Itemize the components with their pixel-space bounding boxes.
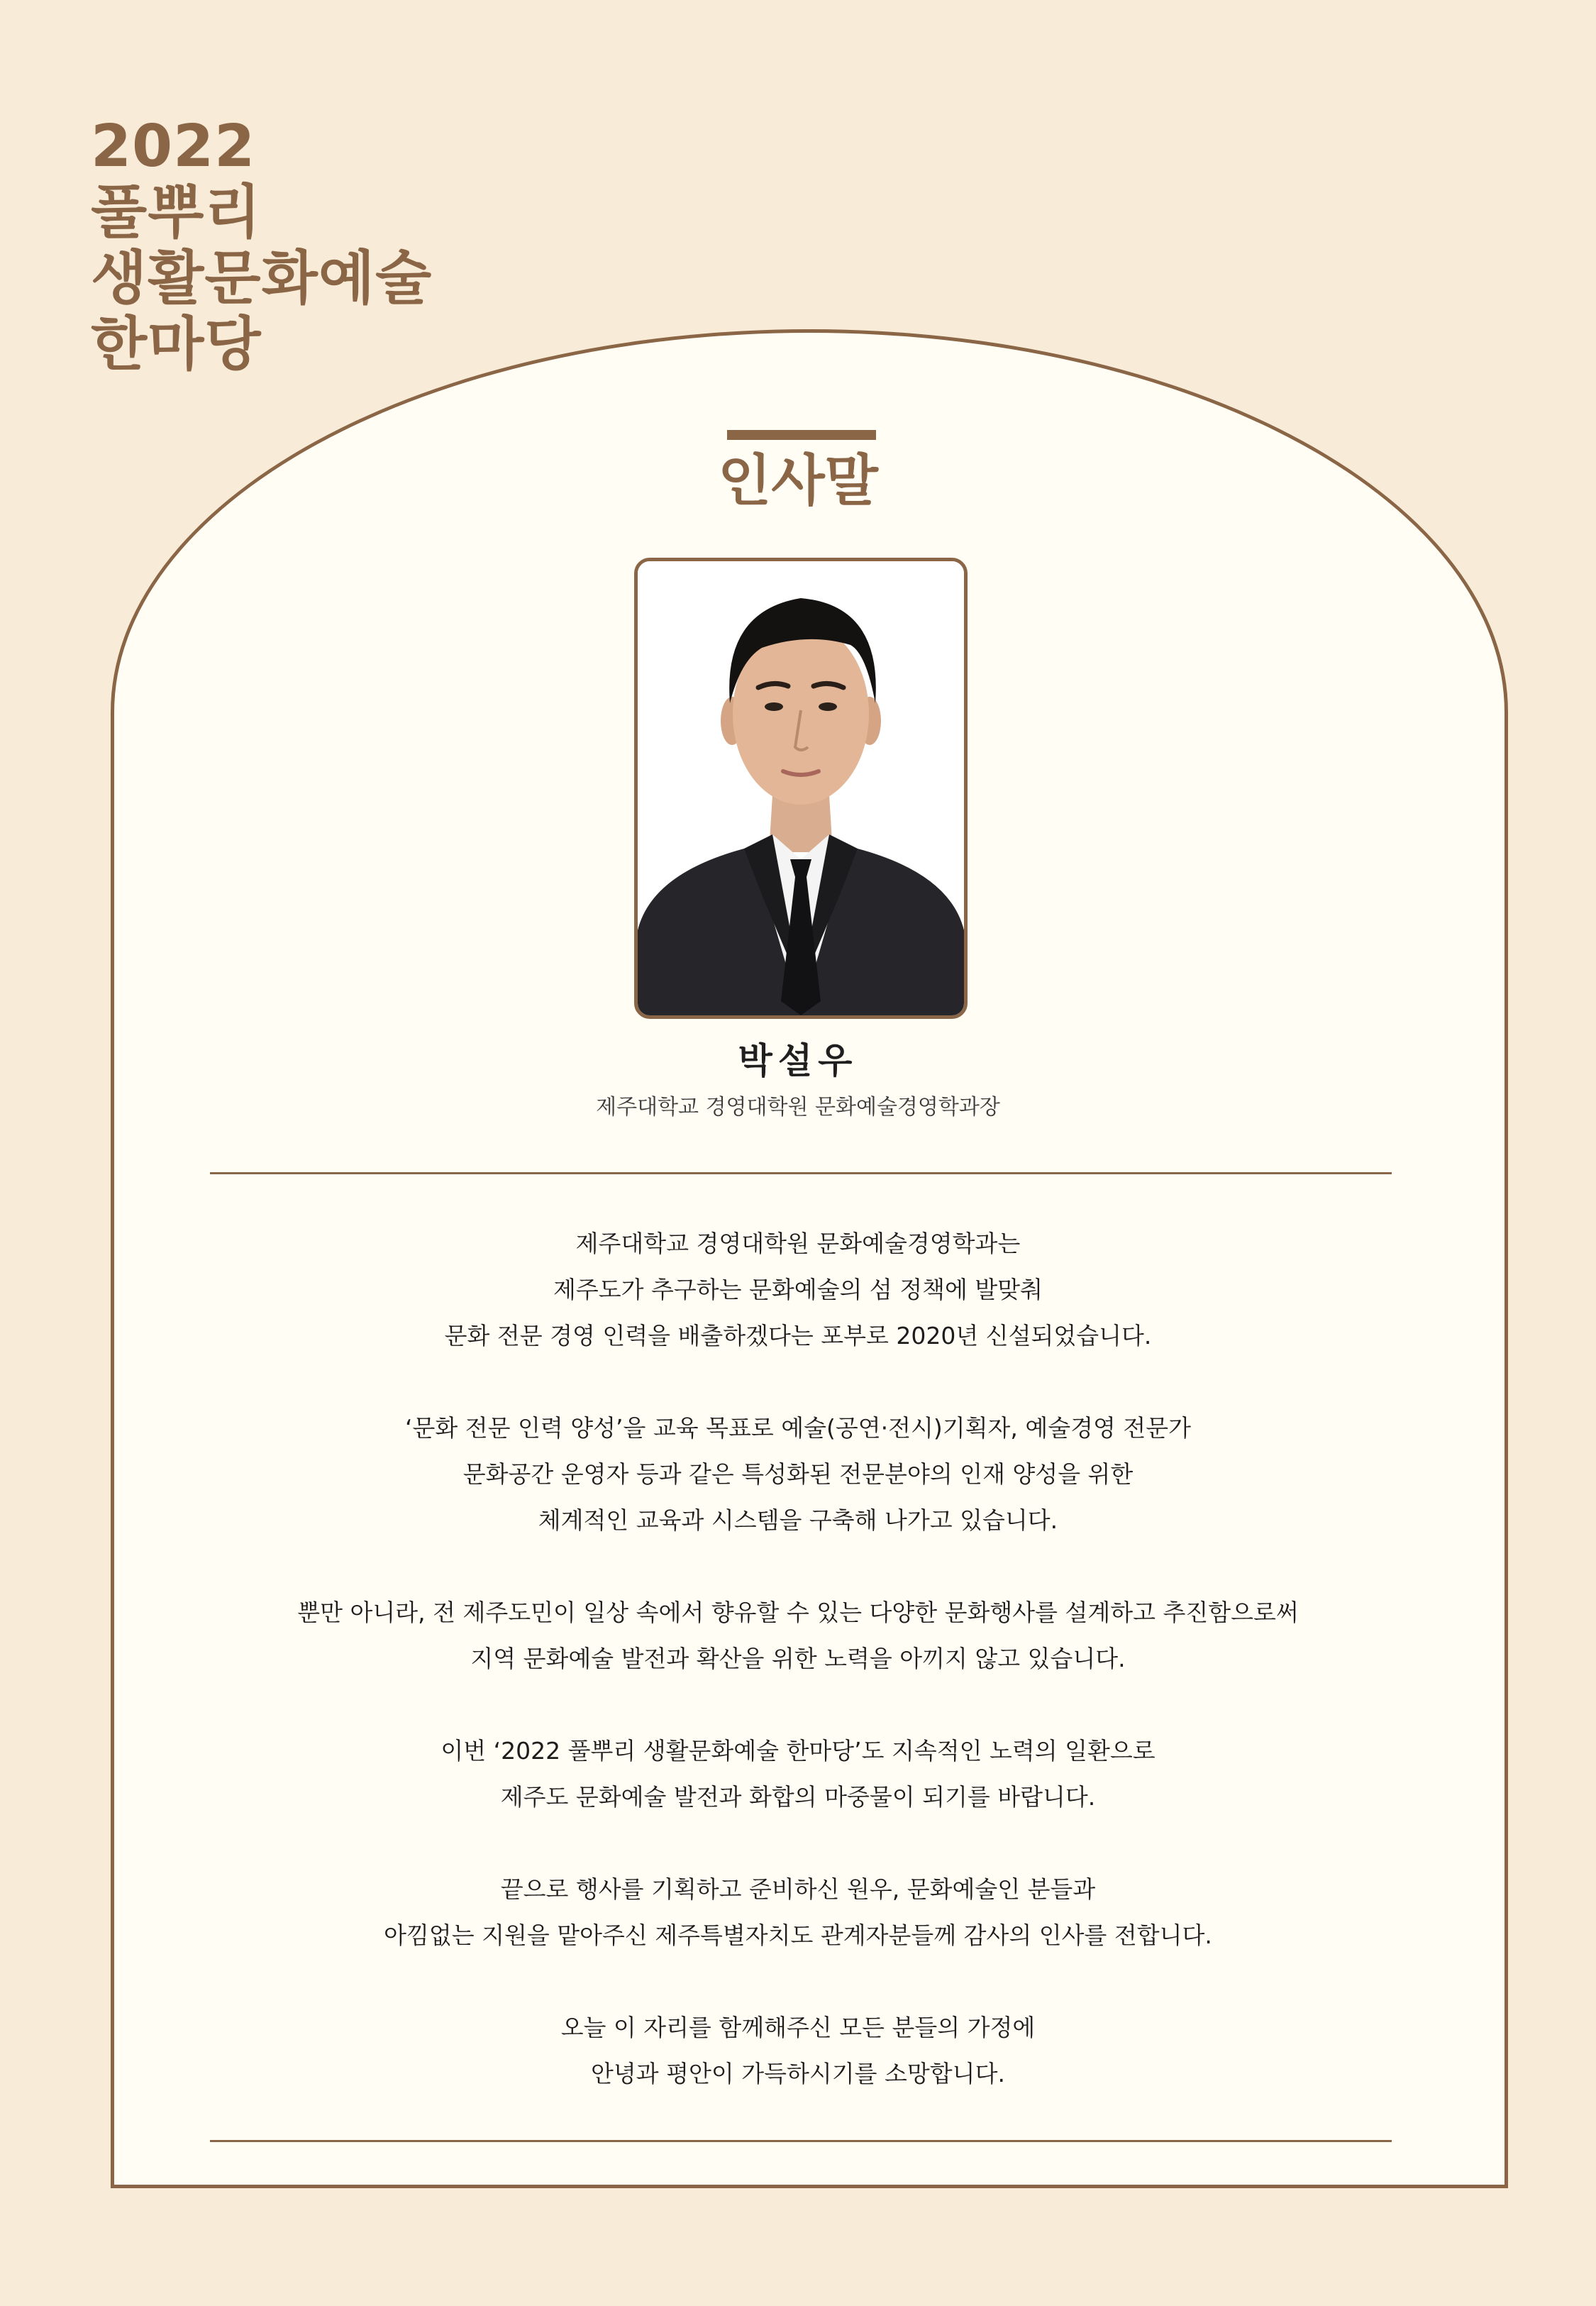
greeting-line: 지역 문화예술 발전과 확산을 위한 노력을 아끼지 않고 있습니다. (470, 1645, 1126, 1672)
event-title-line-3: 한마당 (91, 311, 262, 378)
greeting-line: 오늘 이 자리를 함께해주신 모든 분들의 가정에 (560, 2014, 1036, 2041)
portrait-photo (634, 558, 968, 1019)
greeting-paragraph (128, 2004, 1468, 2097)
greeting-paragraph (128, 1220, 1468, 1359)
greeting-line: ‘문화 전문 인력 양성’을 교육 목표로 예술(공연·전시)기획자, 예술경영 전문가 (405, 1414, 1191, 1442)
greeting-line: 아낌없는 지원을 맡아주신 제주특별자치도 관계자분들께 감사의 인사를 전합니다. (384, 1921, 1212, 1949)
divider-top (210, 1172, 1392, 1174)
greeting-paragraph (128, 1866, 1468, 1958)
event-title-year: 2022 (91, 113, 256, 180)
heading-accent-bar (727, 430, 876, 440)
event-title-line-2: 생활문화예술 (91, 245, 433, 312)
greeting-line: 이번 ‘2022 풀뿌리 생활문화예술 한마당’도 지속적인 노력의 일환으로 (440, 1737, 1156, 1765)
portrait-illustration (638, 561, 964, 1015)
greeting-paragraph (128, 1728, 1468, 1820)
person-name: 박설우 (738, 1040, 858, 1081)
person-affiliation: 제주대학교 경영대학원 문화예술경영학과장 (596, 1095, 1000, 1120)
section-heading: 인사말 (717, 449, 879, 513)
greeting-line: 제주대학교 경영대학원 문화예술경영학과는 (575, 1230, 1021, 1257)
greeting-line: 안녕과 평안이 가득하시기를 소망합니다. (591, 2060, 1005, 2087)
greeting-line: 뿐만 아니라, 전 제주도민이 일상 속에서 향유할 수 있는 다양한 문화행사를 설계하고 추진함으로써 (297, 1599, 1299, 1626)
greeting-line: 제주도 문화예술 발전과 화합의 마중물이 되기를 바랍니다. (500, 1783, 1096, 1811)
event-title-line-1: 풀뿌리 (91, 179, 262, 246)
event-title (91, 114, 432, 377)
greeting-line: 끝으로 행사를 기획하고 준비하신 원우, 문화예술인 분들과 (500, 1875, 1096, 1903)
greeting-message (128, 1220, 1468, 2097)
greeting-line: 문화 전문 경영 인력을 배출하겠다는 포부로 2020년 신설되었습니다. (444, 1322, 1152, 1350)
divider-bottom (210, 2140, 1392, 2142)
greeting-line: 체계적인 교육과 시스템을 구축해 나가고 있습니다. (538, 1506, 1058, 1534)
greeting-line: 제주도가 추구하는 문화예술의 섬 정책에 발맞춰 (553, 1276, 1043, 1303)
greeting-paragraph (128, 1589, 1468, 1682)
greeting-paragraph (128, 1405, 1468, 1543)
greeting-line: 문화공간 운영자 등과 같은 특성화된 전문분야의 인재 양성을 위한 (462, 1460, 1134, 1488)
